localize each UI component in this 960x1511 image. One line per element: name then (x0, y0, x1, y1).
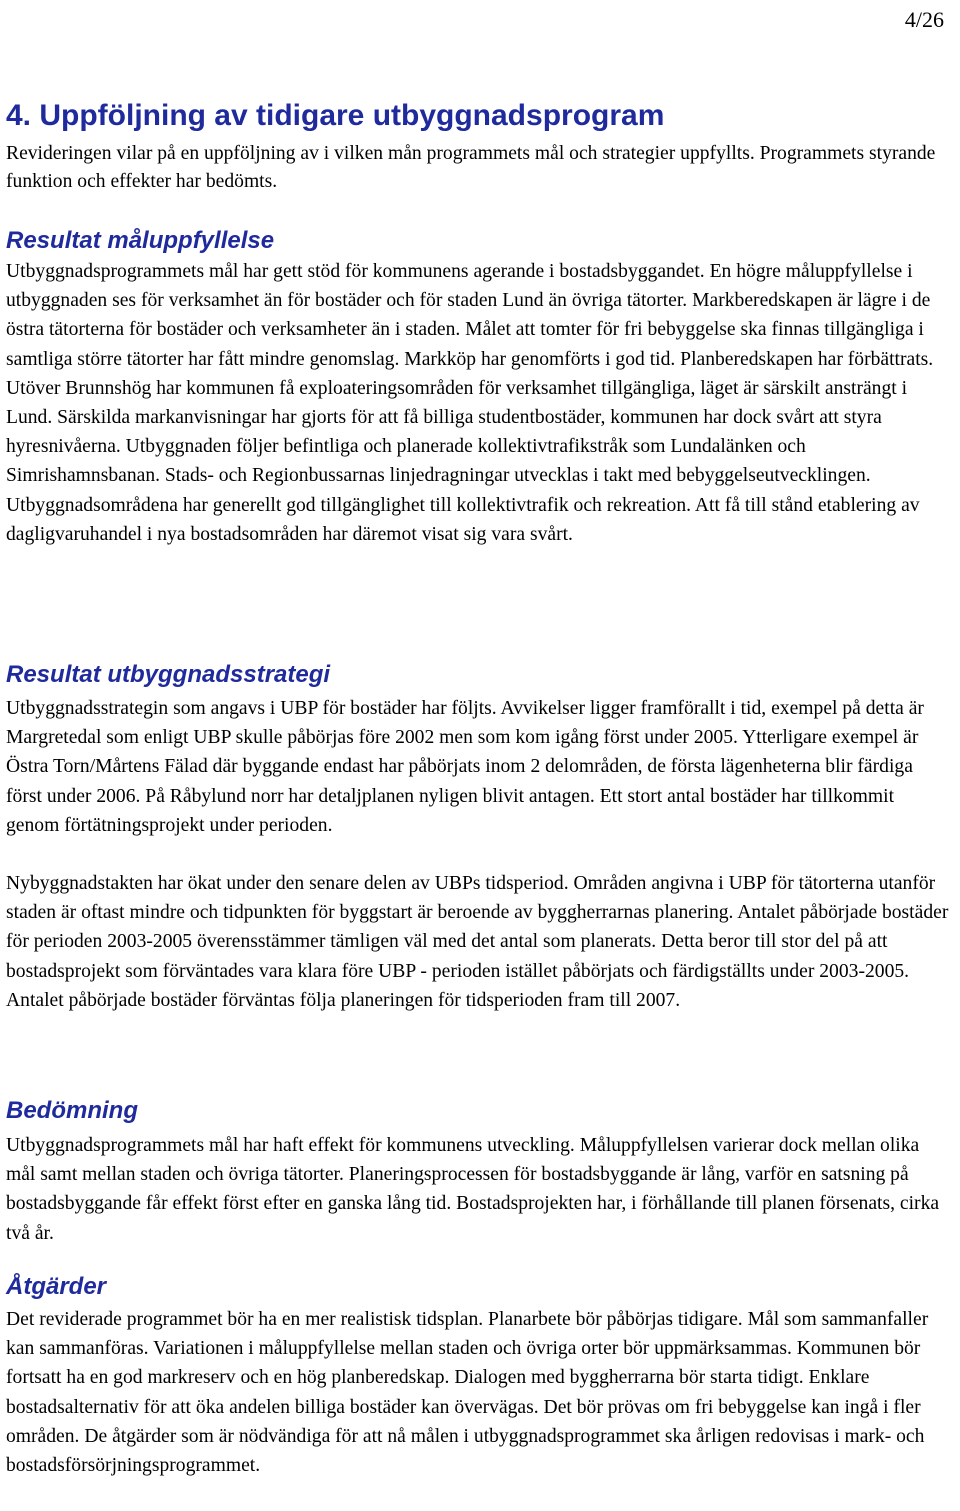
intro-paragraph: Revideringen vilar på en uppföljning av i vilken mån programmets mål och strategier uppfyllts. Programmets styrande funktion och effekter har bedömts. (6, 143, 936, 192)
page-number: 4/26 (904, 7, 944, 32)
section-paragraph: Det reviderade programmet bör ha en mer realistisk tidsplan. Planarbete bör påbörjas tidigare. Mål som sammanfaller kan sammanföras. Variationen i måluppfyllelse mellan staden och övriga orter bör uppmärksammas. Kommunen bör fortsatt ha en god markreserv och en hög planberedskap. Dialogen med byggherrarna bör starta tidigt. Enklare bostadsalternativ för att öka andelen billiga bostäder kan övervägas. Det bör prövas om fri bebyggelse kan ingå i fler områden. De åtgärder som är nödvändiga för att nå målen i utbyggnadsprogrammet ska årligen redovisas i mark- och bostadsförsörjningsprogrammet. (6, 1309, 929, 1477)
section-paragraph: Utbyggnadsprogrammets mål har gett stöd för kommunens agerande i bostadsbyggandet. En högre måluppfyllelse i utbyggnaden ses för verksamhet än för bostäder och för staden Lund än övriga tätorter. Markberedskapen är lägre i de östra tätorterna för bostäder och verksamheter än i staden. Målet att tomter för fri bebyggelse ska finnas tillgängliga i samtliga större tätorter har fått mindre genomslag. Markköp har genomförts i god tid. Planberedskapen har förbättrats. Utöver Brunnshög har kommunen få exploateringsområden för verksamhet tillgängliga, läget är särskilt ansträngt i Lund. Särskilda markanvisningar har gjorts för att få billiga studentbostäder, kommunen har dock svårt att styra hyresnivåerna. Utbyggnaden följer befintliga och planerade kollektivtrafikstråk som Lundalänken och Simrishamnsbanan. Stads- och Regionbussarnas linjedragningar utvecklas i takt med bebyggelseutvecklingen. Utbyggnadsområdena har generellt god tillgänglighet till kollektivtrafik och rekreation. Att få till stånd etablering av dagligvaruhandel i nya bostadsområden har däremot visat sig vara svårt. (6, 261, 934, 545)
section-resultat-maluppfyllelse (6, 226, 950, 549)
section-heading: Resultat måluppfyllelse (6, 227, 275, 254)
chapter-title: 4. Uppföljning av tidigare utbyggnadsprogram (6, 99, 665, 132)
section-heading: Åtgärder (6, 1273, 107, 1300)
section-paragraph: Utbyggnadsprogrammets mål har haft effekt för kommunens utveckling. Måluppfyllelsen varierar dock mellan olika mål samt mellan staden och övriga tätorter. Planeringsprocessen för bostadsbyggande är lång, varför en satsning på bostadsbyggande får effekt först efter en ganska lång tid. Bostadsprojekten har, i förhållande till planen försenats, cirka två år. (6, 1135, 940, 1244)
section-bedomning (6, 1096, 950, 1248)
section-atgarder (6, 1272, 950, 1480)
section-heading: Resultat utbyggnadsstrategi (6, 661, 331, 688)
section-heading: Bedömning (6, 1097, 138, 1124)
section-paragraph: Utbyggnadsstrategin som angavs i UBP för bostäder har följts. Avvikelser ligger framförallt i tid, exempel på detta är Margretedal som enligt UBP skulle påbörjas före 2002 men som kom igång först under 2005. Ytterligare exempel är Östra Torn/Mårtens Fälad där byggande endast har påbörjats inom 2 delområden, de första lägenheterna blir färdiga först under 2006. På Råbylund norr har detaljplanen nyligen blivit antagen. Ett stort antal bostäder har tillkommit genom förtätningsprojekt under perioden. (6, 698, 924, 836)
section-resultat-utbyggnadsstrategi (6, 660, 950, 1015)
section-paragraph: Nybyggnadstakten har ökat under den senare delen av UBPs tidsperiod. Områden angivna i UBP för tätorterna utanför staden är oftast mindre och tidpunkten för byggstart är beroende av byggherrarnas planering. Antalet påbörjade bostäder för perioden 2003-2005 överensstämmer tämligen väl med det antal som planerats. Detta beror till stor del på att bostadsprojekt som förväntades vara klara före UBP - perioden istället påbörjats och färdigställts under 2003-2005. Antalet påbörjade bostäder förväntas följa planeringen för tidsperioden fram till 2007. (6, 873, 949, 1011)
intro-block (6, 140, 950, 196)
